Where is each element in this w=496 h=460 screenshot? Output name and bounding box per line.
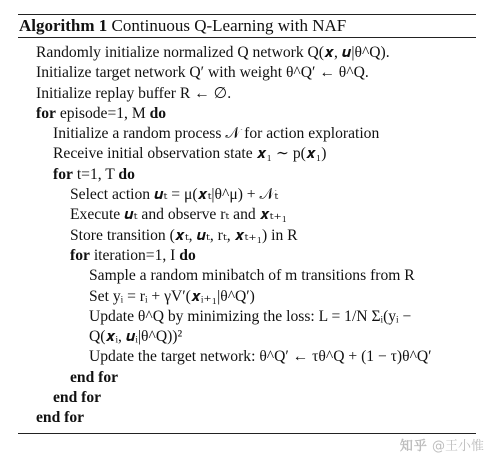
line-text: Execute 𝒖ₜ and observe rₜ and 𝒙ₜ₊₁ [70, 206, 288, 224]
line-text: iteration=1, I [93, 246, 176, 264]
algorithm-box [18, 0, 476, 434]
line-text: Receive initial observation state 𝒙₁ ∼ p(𝒙₁) [53, 145, 327, 163]
watermark [400, 435, 484, 454]
algorithm-name: Continuous Q-Learning with NAF [111, 16, 347, 35]
algorithm-line [18, 307, 476, 327]
algorithm-line [18, 408, 476, 428]
algorithm-line [18, 327, 476, 347]
algorithm-line [18, 388, 476, 408]
keyword: do [179, 246, 196, 264]
line-text: episode=1, M [59, 104, 146, 122]
algorithm-line [18, 347, 476, 367]
line-text: Update θ^Q by minimizing the loss: L = 1/N Σᵢ(yᵢ − [89, 307, 412, 325]
algorithm-title [18, 15, 476, 36]
algorithm-line [18, 266, 476, 286]
line-text: Initialize replay buffer R ← ∅. [36, 84, 232, 102]
algorithm-line [18, 104, 476, 124]
algorithm-line [18, 84, 476, 104]
line-text: Q(𝒙ᵢ, 𝒖ᵢ|θ^Q))² [89, 328, 183, 346]
keyword: end for [53, 389, 102, 407]
algorithm-line [18, 124, 476, 144]
line-text: Update the target network: θ^Q′ ← τθ^Q + (1 − τ)θ^Q′ [89, 348, 432, 366]
keyword: end for [36, 409, 85, 427]
keyword: for [70, 246, 90, 264]
algorithm-line [18, 287, 476, 307]
algorithm-line [18, 205, 476, 225]
algorithm-line [18, 226, 476, 246]
watermark-site: 知乎 [399, 439, 428, 454]
algorithm-line [18, 185, 476, 205]
line-text: Set yᵢ = rᵢ + γV′(𝒙ᵢ₊₁|θ^Q′) [89, 287, 255, 305]
watermark-author: @王小惟 [431, 439, 484, 454]
keyword: end for [70, 368, 119, 386]
keyword: for [36, 104, 56, 122]
keyword: for [53, 165, 73, 183]
line-text: Select action 𝒖ₜ = μ(𝒙ₜ|θ^μ) + 𝒩ₜ [70, 186, 279, 204]
line-text: Initialize target network Q′ with weight θ^Q′ ← θ^Q. [36, 64, 369, 82]
algorithm-line [18, 368, 476, 388]
line-text: Store transition (𝒙ₜ, 𝒖ₜ, rₜ, 𝒙ₜ₊₁) in R [70, 226, 298, 244]
bottom-rule [18, 433, 476, 434]
algorithm-line [18, 63, 476, 83]
algorithm-line [18, 144, 476, 164]
line-text: Randomly initialize normalized Q network Q(𝒙, 𝒖|θ^Q). [36, 44, 390, 61]
line-text: Initialize a random process 𝒩 for action exploration [53, 125, 380, 143]
keyword: do [118, 165, 135, 183]
algorithm-line [18, 43, 476, 63]
line-text: Sample a random minibatch of m transitions from R [89, 267, 415, 285]
keyword: do [149, 104, 167, 122]
algorithm-label: Algorithm 1 [19, 16, 108, 35]
algorithm-line [18, 165, 476, 185]
algorithm-lines [18, 38, 476, 431]
algorithm-line [18, 246, 476, 266]
line-text: t=1, T [76, 165, 115, 183]
